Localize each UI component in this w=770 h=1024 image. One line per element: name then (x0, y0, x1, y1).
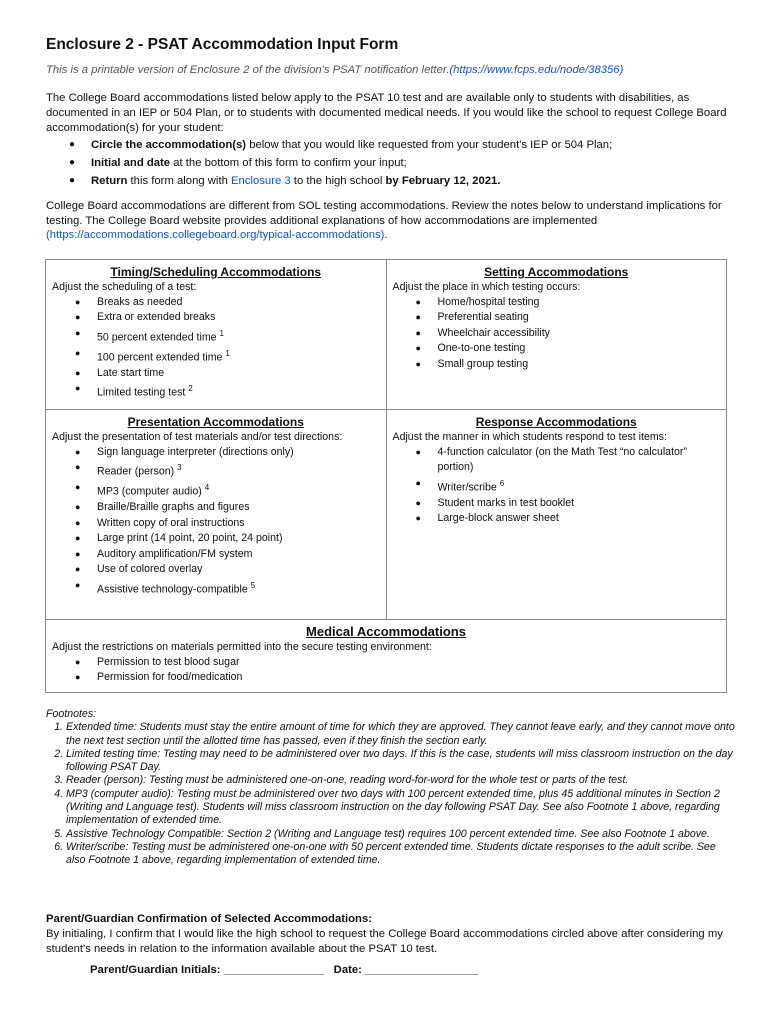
intro-paragraph: The College Board accommodations listed below apply to the PSAT 10 test and are available only to students with disabilities, as documented in an IEP or 504 Plan, or to students with documented medical needs. If you would like the school to request College Board accommodation(s) for your student: (46, 92, 727, 134)
sol-note: College Board accommodations are different from SOL testing accommodations. Review the notes below to understand implications for testing. The College Board website provides additional explanations of how accommodations are implemented (https://accommodations.collegeboard.org/typical-accommodations). (46, 200, 722, 241)
footnote-ref: 1 (225, 348, 230, 358)
setting-heading: Setting Accommodations (484, 265, 629, 279)
setting-cell (386, 260, 727, 410)
presentation-item[interactable]: ● Braille/Braille graphs and figures (52, 500, 380, 516)
subtitle-text: This is a printable version of Enclosure 2 of the division's PSAT notification letter. (46, 64, 450, 76)
footnote-item: 4. MP3 (computer audio): Testing must be administered over two days with 100 percent extended time, plus 45 additional minutes in Section 2 (Writing and Language test). Students will miss classroom instruction on the day following PSAT Day. See also Footnote 1 above, regarding implementation of extended time. (66, 788, 736, 828)
footnotes-heading: Footnotes: (46, 708, 97, 720)
footnote-ref: 4 (204, 483, 210, 493)
instruction-return: ● Return this form along with Enclosure 3 to the high school by February 12, 2021. (46, 172, 736, 190)
initials-field[interactable]: Parent/Guardian Initials: ________________ (90, 964, 325, 976)
timing-cell (46, 260, 387, 410)
footnote-item: 1. Extended time: Students must stay the entire amount of time for which they are approved. They cannot leave early, and they cannot move onto the next test section until the allotted time has passed, even if they finish the section early. (66, 721, 736, 748)
medical-item[interactable]: ● Permission for food/medication (52, 670, 720, 686)
setting-item[interactable]: ● Wheelchair accessibility (393, 326, 721, 342)
college-board-link[interactable]: (https://accommodations.collegeboard.org/typical-accommodations) (46, 229, 385, 241)
confirmation-section (46, 912, 736, 957)
timing-item[interactable]: ● Breaks as needed (52, 295, 380, 311)
response-heading: Response Accommodations (475, 415, 637, 429)
medical-desc: Adjust the restrictions on materials permitted into the secure testing environment: (52, 641, 432, 653)
accommodations-table (45, 259, 727, 693)
date-field[interactable]: Date: __________________ (333, 964, 479, 976)
presentation-item[interactable]: ● Auditory amplification/FM system (52, 547, 380, 563)
signature-line (90, 964, 478, 976)
timing-heading: Timing/Scheduling Accommodations (110, 265, 322, 279)
setting-desc: Adjust the place in which testing occurs: (392, 281, 581, 293)
notification-letter-link[interactable]: (https://www.fcps.edu/node/38356) (449, 64, 624, 76)
timing-item[interactable]: ● 100 percent extended time $^1$ (52, 346, 380, 366)
footnote-ref: 2 (188, 384, 193, 394)
timing-item[interactable]: ● 50 percent extended time $^1$ (52, 326, 380, 346)
presentation-item[interactable]: ● Written copy of oral instructions (52, 516, 380, 532)
presentation-item[interactable]: ● Assistive technology-compatible $^5$ (52, 578, 380, 598)
footnote-ref: 3 (177, 463, 182, 472)
medical-list (52, 655, 720, 686)
enclosure-3-link[interactable]: Enclosure 3 (231, 175, 291, 187)
instruction-circle: ● Circle the accommodation(s) below that you would like requested from your student's IEP or 504 Plan; (46, 136, 736, 154)
response-item[interactable]: ● Large-block answer sheet (393, 511, 721, 527)
response-item[interactable]: ● Student marks in test booklet (393, 496, 721, 512)
footnote-list (46, 721, 736, 867)
response-list (393, 445, 721, 527)
subtitle (46, 64, 736, 76)
presentation-item[interactable]: ● Reader (person) $^3$ (52, 460, 380, 480)
presentation-cell (46, 410, 387, 620)
confirmation-text: By initialing, I confirm that I would like the high school to request the College Board accommodations circled above after considering my student's needs in relation to the information available about the PSAT 10 test. (46, 928, 723, 955)
response-desc: Adjust the manner in which students respond to test items: (392, 431, 667, 443)
response-item[interactable]: ● Writer/scribe $^6$ (393, 476, 721, 496)
timing-item[interactable]: ● Late start time (52, 366, 380, 382)
timing-list (52, 295, 380, 402)
intro-section (46, 91, 736, 190)
presentation-item[interactable]: ● Large print (14 point, 20 point, 24 point) (52, 531, 380, 547)
medical-item[interactable]: ● Permission to test blood sugar (52, 655, 720, 671)
footnote-item: 5. Assistive Technology Compatible: Section 2 (Writing and Language test) requires 100 percent extended time. See also Footnote 1 above. (66, 828, 736, 841)
footnote-ref: 5 (250, 580, 256, 590)
response-item[interactable]: ● 4-function calculator (on the Math Test “no calculator” portion) (393, 445, 721, 476)
setting-item[interactable]: ● Small group testing (393, 357, 721, 373)
footnote-ref: 1 (219, 328, 224, 338)
setting-item[interactable]: ● One-to-one testing (393, 341, 721, 357)
setting-list (393, 295, 721, 373)
setting-item[interactable]: ● Preferential seating (393, 310, 721, 326)
form-title: Enclosure 2 - PSAT Accommodation Input Form (46, 36, 399, 53)
response-cell (386, 410, 727, 620)
instruction-initial: ● Initial and date at the bottom of this form to confirm your input; (46, 154, 736, 172)
presentation-item[interactable]: ● Use of colored overlay (52, 562, 380, 578)
footnote-item: 6. Writer/scribe: Testing must be administered one-on-one with 50 percent extended time. Students dictate responses to the adult scribe. See also Footnote 1 above, regarding implementation of extended time. (66, 841, 736, 868)
presentation-desc: Adjust the presentation of test materials and/or test directions: (52, 431, 343, 443)
presentation-heading: Presentation Accommodations (127, 415, 304, 429)
instruction-list (46, 136, 736, 190)
timing-item[interactable]: ● Limited testing test $^2$ (52, 381, 380, 401)
presentation-list (52, 445, 380, 598)
presentation-item[interactable]: ● MP3 (computer audio) $^4$ (52, 480, 380, 500)
footnote-ref: 6 (499, 478, 505, 488)
timing-desc: Adjust the scheduling of a test: (52, 281, 197, 293)
sol-note-text: College Board accommodations are different from SOL testing accommodations. Review the notes below to understand implications for testing. The College Board website provides additional explanations of how accommodations are implemented (46, 200, 722, 227)
medical-cell (46, 620, 727, 693)
presentation-item[interactable]: ● Sign language interpreter (directions only) (52, 445, 380, 461)
confirmation-heading: Parent/Guardian Confirmation of Selected Accommodations: (46, 913, 372, 925)
setting-item[interactable]: ● Home/hospital testing (393, 295, 721, 311)
footnote-item: 3. Reader (person): Testing must be administered one-on-one, reading word-for-word for the whole test or parts of the test. (66, 774, 736, 787)
footnote-item: 2. Limited testing time: Testing may need to be administered over two days. If this is the case, students will miss classroom instruction on the day following PSAT Day. (66, 748, 736, 775)
medical-heading: Medical Accommodations (306, 624, 466, 639)
timing-item[interactable]: ● Extra or extended breaks (52, 310, 380, 326)
footnotes (46, 708, 736, 868)
